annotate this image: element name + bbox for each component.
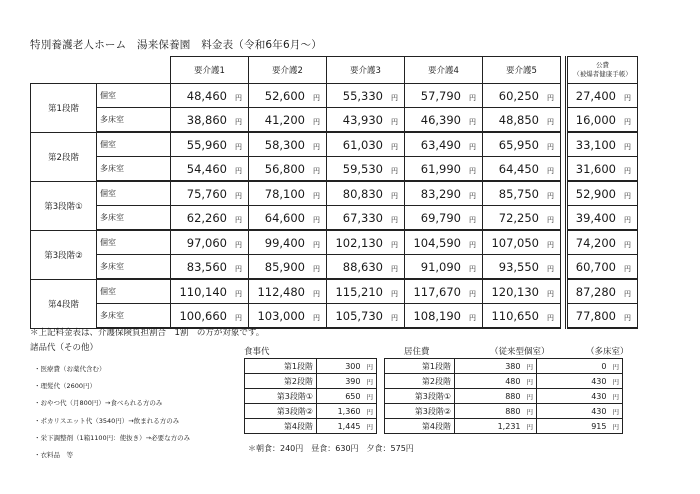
yen-unit: 円 (469, 313, 476, 322)
yen-unit: 円 (547, 289, 554, 298)
food-fee-cell (317, 374, 377, 389)
fee-value: 110,650 (491, 308, 539, 323)
yen-unit: 円 (547, 215, 554, 224)
yen-unit: 円 (547, 93, 554, 102)
fee-cell (249, 84, 327, 108)
table-row (31, 157, 638, 182)
yen-unit: 円 (612, 377, 619, 386)
room-type: 多床室 (97, 206, 171, 231)
yen-unit: 円 (624, 117, 631, 126)
residence-multi-cell (537, 359, 623, 374)
public-fee-value: 87,280 (575, 284, 616, 299)
fee-cell (483, 255, 561, 280)
public-fee-value: 60,700 (575, 259, 616, 274)
residence-multi-cell (537, 389, 623, 404)
fee-table (30, 56, 638, 329)
room-type: 個室 (97, 181, 171, 206)
fee-value: 69,790 (420, 210, 461, 225)
residence-multi-fee: 430 (591, 376, 607, 386)
yen-unit: 円 (391, 166, 398, 175)
yen-unit: 円 (612, 407, 619, 416)
header-public-sub: （被爆者健康手帳） (573, 70, 632, 78)
table-row (31, 230, 638, 255)
yen-unit: 円 (526, 407, 533, 416)
yen-unit: 円 (547, 313, 554, 322)
yen-unit: 円 (313, 215, 320, 224)
yen-unit: 円 (235, 191, 242, 200)
yen-unit: 円 (624, 93, 631, 102)
room-type: 個室 (97, 230, 171, 255)
yen-unit: 円 (235, 166, 242, 175)
fee-cell (249, 304, 327, 329)
residence-stage: 第3段階① (385, 389, 455, 404)
fee-cell (405, 132, 483, 157)
fee-value: 54,460 (186, 161, 227, 176)
yen-unit: 円 (624, 191, 631, 200)
gap-cell (377, 404, 385, 419)
food-stage: 第1段階 (245, 359, 317, 374)
fee-value: 60,250 (498, 88, 539, 103)
fee-value: 43,930 (342, 112, 383, 127)
fee-cell (171, 304, 249, 329)
yen-unit: 円 (391, 264, 398, 273)
fee-value: 61,990 (420, 161, 461, 176)
yen-unit: 円 (391, 117, 398, 126)
residence-stage: 第1段階 (385, 359, 455, 374)
header-row (31, 57, 638, 84)
yen-unit: 円 (547, 142, 554, 151)
header-public-label: 公費 (596, 61, 609, 69)
residence-multi-cell (537, 419, 623, 434)
yen-unit: 円 (235, 289, 242, 298)
table-row (31, 255, 638, 280)
public-fee-value: 39,400 (575, 210, 616, 225)
fee-cell (483, 157, 561, 182)
food-title: 食事代 (244, 347, 270, 357)
fee-cell (483, 84, 561, 108)
fee-value: 107,050 (491, 235, 539, 250)
yen-unit: 円 (313, 289, 320, 298)
yen-unit: 円 (391, 240, 398, 249)
fee-cell (249, 108, 327, 133)
fee-value: 97,060 (186, 235, 227, 250)
yen-unit: 円 (313, 240, 320, 249)
yen-unit: 円 (469, 166, 476, 175)
fee-cell (249, 230, 327, 255)
residence-title: 居住費 (404, 347, 430, 357)
fee-row (245, 359, 623, 374)
public-fee-cell (567, 255, 638, 280)
residence-stage: 第2段階 (385, 374, 455, 389)
residence-multi-fee: 430 (591, 391, 607, 401)
fee-value: 57,790 (420, 88, 461, 103)
fee-cell (327, 157, 405, 182)
food-stage: 第3段階② (245, 404, 317, 419)
fee-value: 56,800 (264, 161, 305, 176)
food-fee-cell (317, 359, 377, 374)
yen-unit: 円 (391, 215, 398, 224)
fee-cell (405, 255, 483, 280)
residence-private-fee: 380 (505, 361, 521, 371)
yen-unit: 円 (469, 117, 476, 126)
public-fee-cell (567, 304, 638, 329)
fee-cell (405, 157, 483, 182)
yen-unit: 円 (469, 93, 476, 102)
fee-cell (171, 230, 249, 255)
fee-row (245, 374, 623, 389)
yen-unit: 円 (547, 264, 554, 273)
public-fee-cell (567, 206, 638, 231)
fee-value: 64,450 (498, 161, 539, 176)
yen-unit: 円 (391, 93, 398, 102)
residence-private-fee: 880 (505, 391, 521, 401)
fee-value: 83,290 (420, 186, 461, 201)
gap-cell (377, 419, 385, 434)
residence-stage: 第4段階 (385, 419, 455, 434)
residence-private-fee: 1,231 (497, 421, 521, 431)
fee-cell (327, 206, 405, 231)
fee-value: 62,260 (186, 210, 227, 225)
yen-unit: 円 (624, 215, 631, 224)
public-fee-value: 33,100 (575, 137, 616, 152)
yen-unit: 円 (526, 377, 533, 386)
fee-value: 80,830 (342, 186, 383, 201)
fee-cell (249, 279, 327, 304)
yen-unit: 円 (313, 117, 320, 126)
corner-cell (97, 57, 171, 84)
fee-value: 38,860 (186, 112, 227, 127)
fee-value: 108,190 (413, 308, 461, 323)
fee-cell (405, 279, 483, 304)
public-fee-value: 52,900 (575, 186, 616, 201)
residence-multi-cell (537, 404, 623, 419)
sundry-item: ・おやつ代（月800円）→食べられる方のみ (34, 399, 163, 408)
fee-value: 67,330 (342, 210, 383, 225)
burden-note: ＊上記料金表は、介護保険負担割合 1割 の方が対象です。 (30, 328, 265, 338)
yen-unit: 円 (235, 142, 242, 151)
fee-cell (405, 230, 483, 255)
fee-cell (171, 255, 249, 280)
fee-cell (483, 181, 561, 206)
fee-cell (483, 108, 561, 133)
fee-value: 105,730 (335, 308, 383, 323)
yen-unit: 円 (547, 191, 554, 200)
yen-unit: 円 (469, 215, 476, 224)
yen-unit: 円 (391, 289, 398, 298)
yen-unit: 円 (624, 142, 631, 151)
fee-cell (249, 255, 327, 280)
fee-cell (327, 181, 405, 206)
sundry-item: ・栄下調整剤（1箱1100円：使抜き）→必要な方のみ (34, 433, 191, 442)
yen-unit: 円 (469, 264, 476, 273)
fee-value: 58,300 (264, 137, 305, 152)
yen-unit: 円 (391, 191, 398, 200)
fee-cell (171, 206, 249, 231)
public-fee-cell (567, 157, 638, 182)
food-fee: 650 (345, 391, 361, 401)
public-fee-cell (567, 84, 638, 108)
table-row (31, 206, 638, 231)
fee-value: 55,330 (342, 88, 383, 103)
public-fee-cell (567, 132, 638, 157)
public-fee-value: 31,600 (575, 161, 616, 176)
residence-multi-fee: 430 (591, 406, 607, 416)
fee-value: 65,950 (498, 137, 539, 152)
yen-unit: 円 (366, 377, 373, 386)
table-row (31, 279, 638, 304)
table-row (31, 132, 638, 157)
public-fee-value: 27,400 (575, 88, 616, 103)
fee-value: 75,760 (186, 186, 227, 201)
fee-cell (327, 304, 405, 329)
yen-unit: 円 (366, 392, 373, 401)
fee-row (245, 389, 623, 404)
fee-cell (483, 206, 561, 231)
yen-unit: 円 (235, 93, 242, 102)
fee-value: 41,200 (264, 112, 305, 127)
yen-unit: 円 (235, 264, 242, 273)
fee-value: 115,210 (335, 284, 383, 299)
table-row (31, 304, 638, 329)
yen-unit: 円 (624, 313, 631, 322)
yen-unit: 円 (391, 142, 398, 151)
fee-cell (327, 132, 405, 157)
yen-unit: 円 (235, 117, 242, 126)
room-type: 個室 (97, 84, 171, 108)
fee-cell (483, 304, 561, 329)
header-care-2: 要介護2 (249, 57, 327, 84)
sundries-title: 諸品代（その他） (30, 343, 99, 353)
table-row (31, 108, 638, 133)
public-fee-value: 74,200 (575, 235, 616, 250)
residence-stage: 第3段階② (385, 404, 455, 419)
yen-unit: 円 (547, 117, 554, 126)
fee-value: 102,130 (335, 235, 383, 250)
corner-cell (31, 57, 97, 84)
yen-unit: 円 (313, 264, 320, 273)
fee-value: 55,960 (186, 137, 227, 152)
yen-unit: 円 (624, 240, 631, 249)
header-care-3: 要介護3 (327, 57, 405, 84)
public-fee-cell (567, 181, 638, 206)
fee-value: 93,550 (498, 259, 539, 274)
header-care-4: 要介護4 (405, 57, 483, 84)
sundries-list (34, 361, 190, 464)
sundry-item: ・医療費（お薬代含む） (34, 365, 106, 373)
stage-label: 第1段階 (31, 84, 97, 133)
fee-cell (249, 132, 327, 157)
fee-cell (405, 206, 483, 231)
fee-value: 85,750 (498, 186, 539, 201)
food-fee: 300 (345, 361, 361, 371)
public-fee-value: 77,800 (575, 308, 616, 323)
table-row (31, 84, 638, 108)
fee-cell (327, 230, 405, 255)
yen-unit: 円 (469, 240, 476, 249)
yen-unit: 円 (469, 289, 476, 298)
yen-unit: 円 (313, 93, 320, 102)
room-type: 多床室 (97, 157, 171, 182)
food-stage: 第3段階① (245, 389, 317, 404)
yen-unit: 円 (235, 215, 242, 224)
food-residence-table (244, 358, 623, 434)
fee-value: 72,250 (498, 210, 539, 225)
yen-unit: 円 (366, 407, 373, 416)
yen-unit: 円 (469, 142, 476, 151)
yen-unit: 円 (526, 362, 533, 371)
fee-value: 63,490 (420, 137, 461, 152)
food-fee: 1,445 (337, 421, 361, 431)
yen-unit: 円 (313, 166, 320, 175)
residence-private-cell (455, 374, 537, 389)
meal-note: ＊朝食：240円 昼食：630円 夕食：575円 (248, 444, 414, 453)
fee-cell (249, 157, 327, 182)
table-row (31, 181, 638, 206)
fee-cell (249, 206, 327, 231)
stage-label: 第3段階② (31, 230, 97, 279)
food-stage: 第2段階 (245, 374, 317, 389)
stage-label: 第4段階 (31, 279, 97, 328)
header-care-1: 要介護1 (171, 57, 249, 84)
fee-cell (171, 157, 249, 182)
yen-unit: 円 (624, 264, 631, 273)
fee-value: 59,530 (342, 161, 383, 176)
yen-unit: 円 (235, 240, 242, 249)
yen-unit: 円 (469, 191, 476, 200)
residence-private-fee: 880 (505, 406, 521, 416)
fee-value: 120,130 (491, 284, 539, 299)
sundry-item: ・ポカリスエット代（3540円）→飲まれる方のみ (34, 416, 180, 425)
fee-value: 99,400 (264, 235, 305, 250)
residence-private-title: （従来型個室） (490, 347, 550, 357)
gap-cell (377, 359, 385, 374)
residence-multi-cell (537, 374, 623, 389)
residence-multi-fee: 915 (591, 421, 607, 431)
stage-label: 第2段階 (31, 132, 97, 181)
yen-unit: 円 (313, 191, 320, 200)
yen-unit: 円 (526, 392, 533, 401)
public-fee-cell (567, 230, 638, 255)
yen-unit: 円 (624, 289, 631, 298)
stage-label: 第3段階① (31, 181, 97, 230)
public-fee-cell (567, 108, 638, 133)
yen-unit: 円 (391, 313, 398, 322)
fee-cell (171, 181, 249, 206)
fee-value: 52,600 (264, 88, 305, 103)
fee-cell (171, 132, 249, 157)
residence-private-cell (455, 419, 537, 434)
yen-unit: 円 (526, 422, 533, 431)
gap-cell (377, 374, 385, 389)
fee-value: 48,460 (186, 88, 227, 103)
fee-value: 61,030 (342, 137, 383, 152)
room-type: 多床室 (97, 255, 171, 280)
fee-value: 112,480 (257, 284, 305, 299)
food-fee-cell (317, 389, 377, 404)
fee-value: 91,090 (420, 259, 461, 274)
food-stage: 第4段階 (245, 419, 317, 434)
fee-cell (327, 255, 405, 280)
fee-cell (405, 181, 483, 206)
fee-value: 117,670 (413, 284, 461, 299)
fee-cell (171, 108, 249, 133)
room-type: 多床室 (97, 304, 171, 329)
yen-unit: 円 (612, 362, 619, 371)
room-type: 多床室 (97, 108, 171, 133)
gap-cell (377, 389, 385, 404)
public-fee-cell (567, 279, 638, 304)
fee-cell (171, 279, 249, 304)
yen-unit: 円 (624, 166, 631, 175)
sundry-item: ・衣料品 等 (34, 451, 73, 460)
fee-value: 85,900 (264, 259, 305, 274)
food-fee: 390 (345, 376, 361, 386)
room-type: 個室 (97, 279, 171, 304)
yen-unit: 円 (235, 313, 242, 322)
residence-private-cell (455, 359, 537, 374)
yen-unit: 円 (547, 240, 554, 249)
fee-value: 88,630 (342, 259, 383, 274)
fee-row (245, 419, 623, 434)
residence-private-cell (455, 404, 537, 419)
fee-row (245, 404, 623, 419)
fee-cell (405, 84, 483, 108)
sundry-item: ・理髪代（2600円） (34, 382, 97, 391)
room-type: 個室 (97, 132, 171, 157)
fee-cell (327, 84, 405, 108)
residence-multi-title: （多床室） (586, 347, 629, 357)
fee-value: 46,390 (420, 112, 461, 127)
fee-cell (483, 230, 561, 255)
fee-cell (327, 108, 405, 133)
fee-cell (483, 132, 561, 157)
yen-unit: 円 (547, 166, 554, 175)
fee-cell (405, 108, 483, 133)
page-title: 特別養護老人ホーム 湯来保養園 料金表（令和6年6月～） (30, 39, 322, 51)
yen-unit: 円 (366, 362, 373, 371)
food-fee-cell (317, 404, 377, 419)
fee-value: 78,100 (264, 186, 305, 201)
header-public (567, 57, 638, 84)
residence-private-cell (455, 389, 537, 404)
fee-value: 103,000 (257, 308, 305, 323)
yen-unit: 円 (313, 142, 320, 151)
fee-cell (249, 181, 327, 206)
fee-value: 100,660 (179, 308, 227, 323)
fee-value: 48,850 (498, 112, 539, 127)
food-fee-cell (317, 419, 377, 434)
fee-cell (483, 279, 561, 304)
residence-private-fee: 480 (505, 376, 521, 386)
yen-unit: 円 (612, 422, 619, 431)
public-fee-value: 16,000 (575, 112, 616, 127)
fee-value: 110,140 (179, 284, 227, 299)
food-fee: 1,360 (337, 406, 361, 416)
fee-cell (405, 304, 483, 329)
fee-value: 104,590 (413, 235, 461, 250)
yen-unit: 円 (366, 422, 373, 431)
yen-unit: 円 (313, 313, 320, 322)
header-care-5: 要介護5 (483, 57, 561, 84)
fee-cell (171, 84, 249, 108)
yen-unit: 円 (612, 392, 619, 401)
residence-multi-fee: 0 (601, 361, 607, 371)
fee-value: 64,600 (264, 210, 305, 225)
fee-cell (327, 279, 405, 304)
fee-value: 83,560 (186, 259, 227, 274)
